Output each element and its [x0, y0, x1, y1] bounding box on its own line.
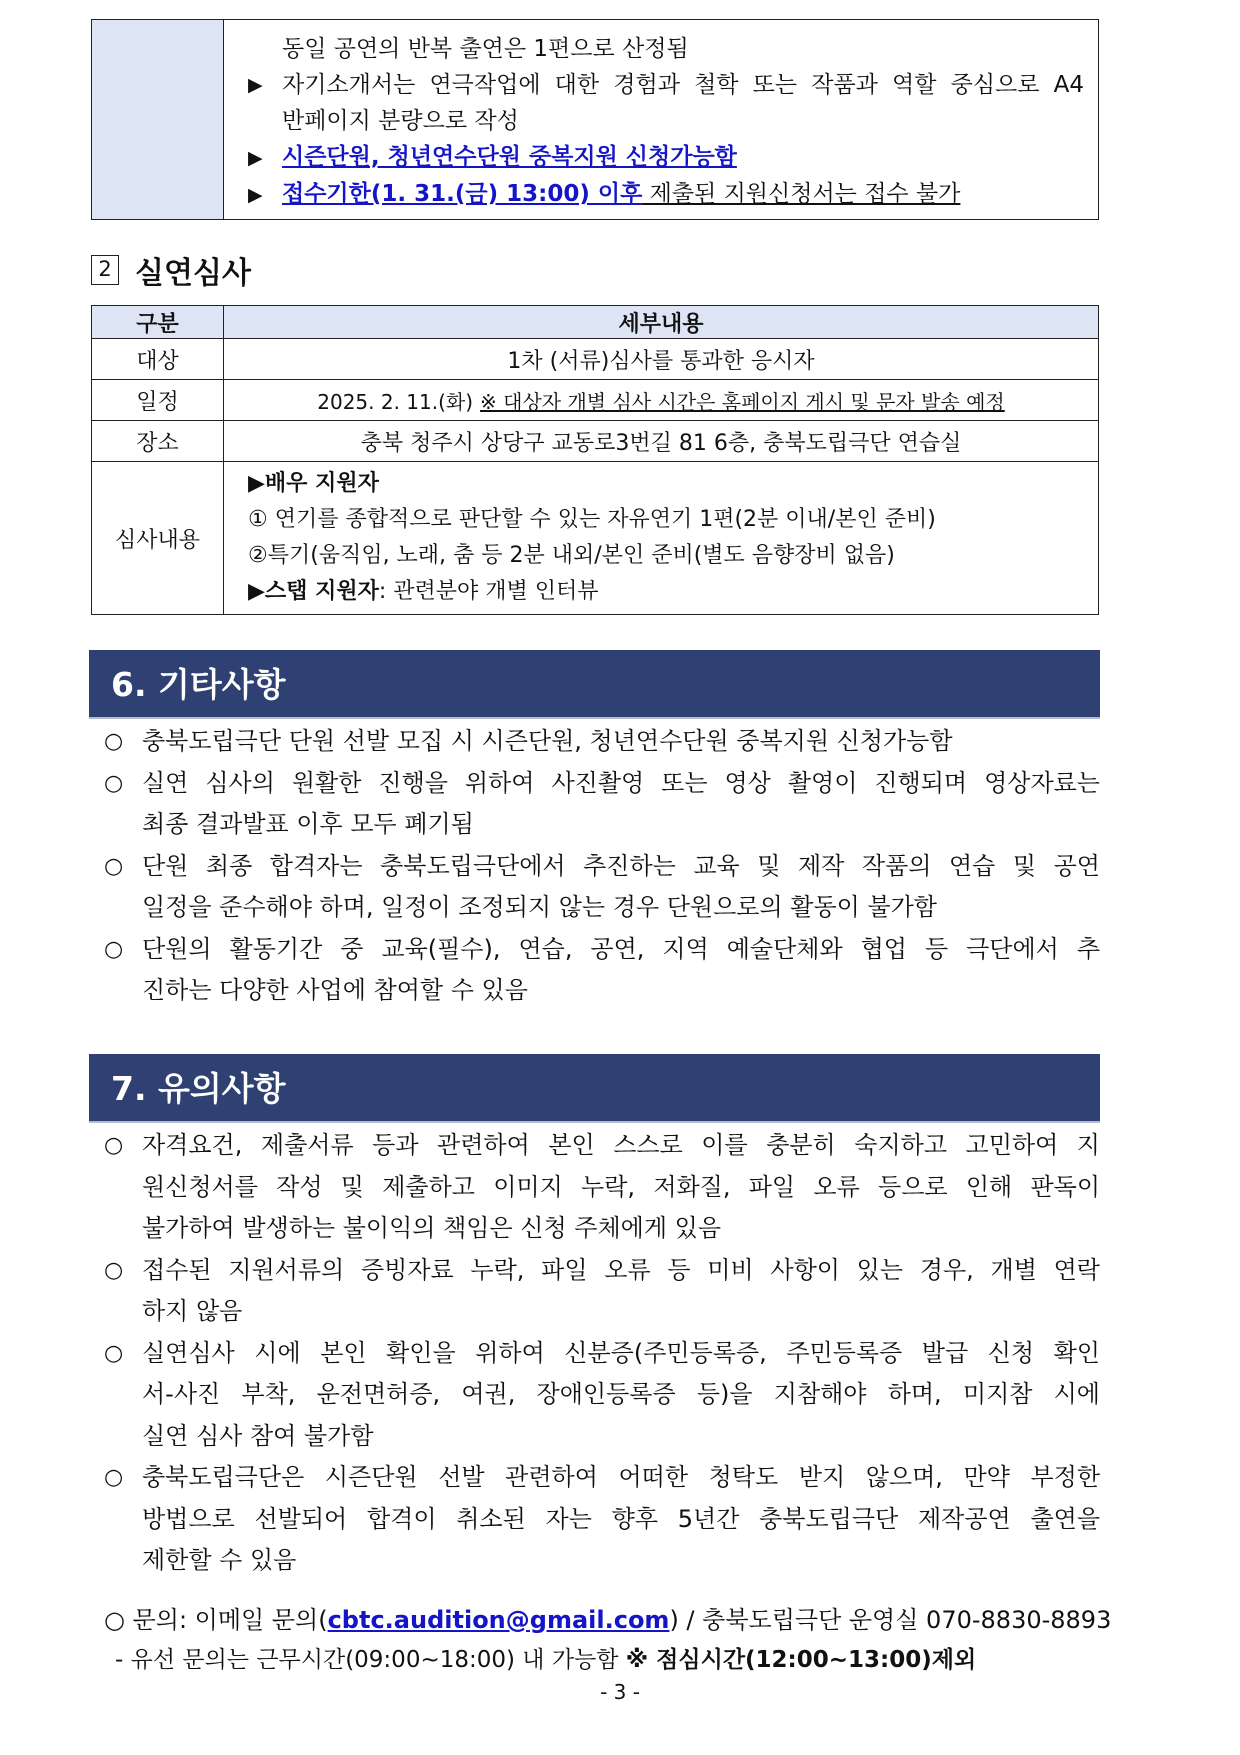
- list-item-line: 일정을 준수해야 하며, 일정이 조정되지 않는 경우 단원으로의 활동이 불가함: [142, 893, 937, 921]
- phone-inquiry-note: [115, 1641, 976, 1674]
- target-label: 대상: [92, 339, 224, 380]
- table-header-row: [92, 306, 1099, 339]
- list-item-line: 서-사진 부착, 운전면허증, 여권, 장애인등록증 등)을 지참해야 하며, 미지참 시에: [142, 1380, 1100, 1408]
- actor-item-2: ②특기(움직임, 노래, 춤 등 2분 내외/본인 준비(별도 음향장비 없음): [248, 543, 895, 568]
- circle-bullet-icon: ○: [104, 853, 124, 879]
- circle-bullet-icon: ○: [104, 1340, 124, 1366]
- circle-bullet-icon: ○: [104, 729, 124, 754]
- circle-bullet-icon: ○: [104, 1465, 124, 1490]
- circle-bullet-icon: ○: [104, 1257, 124, 1283]
- contact-suffix: ) / 충북도립극단 운영실 070-8830-8893: [669, 1606, 1112, 1634]
- list-item-line: 충북도립극단은 시즌단원 선발 관련하여 어떠한 청탁도 받지 않으며, 만약 부정한: [142, 1463, 1100, 1491]
- table-row-target: [92, 339, 1099, 380]
- table-row-content: [92, 462, 1099, 615]
- staff-rest: : 관련분야 개별 인터뷰: [378, 579, 599, 604]
- self-intro-text-cont: 반페이지 분량으로 작성: [282, 108, 519, 134]
- self-intro-text: 자기소개서는 연극작업에 대한 경험과 철학 또는 작품과 역할 중심으로 A4: [282, 72, 1084, 98]
- list-item: [104, 1457, 1100, 1582]
- target-value: 1차 (서류)심사를 통과한 응시자: [224, 339, 1099, 380]
- triangle-bullet-icon: ▶: [248, 74, 263, 96]
- list-item-line: 실연 심사의 원활한 진행을 위하여 사진촬영 또는 영상 촬영이 진행되며 영상자료는: [142, 768, 1100, 797]
- contact-email-link[interactable]: cbtc.audition@gmail.com: [327, 1606, 670, 1634]
- deadline-rest-text: 제출된 지원신청서는 접수 불가: [642, 181, 961, 207]
- actor-heading: ▶배우 지원자: [248, 471, 379, 496]
- audition-exam-table: [91, 305, 1099, 615]
- list-item-line: 자격요건, 제출서류 등과 관련하여 본인 스스로 이를 충분히 숙지하고 고민하여 지: [142, 1131, 1100, 1159]
- venue-label: 장소: [92, 421, 224, 462]
- list-item-line: 불가하여 발생하는 불이익의 책임은 신청 주체에게 있음: [142, 1214, 722, 1242]
- repeat-performance-note: 동일 공연의 반복 출연은 1편으로 산정됨: [282, 36, 689, 62]
- list-item: [104, 929, 1100, 1012]
- list-item-line: 하지 않음: [142, 1297, 243, 1325]
- header-details: 세부내용: [224, 306, 1099, 339]
- schedule-date: 2025. 2. 11.(화): [317, 389, 474, 414]
- header-category: 구분: [92, 306, 224, 339]
- section-6-list: [104, 721, 1100, 1012]
- list-item: [104, 846, 1100, 929]
- circle-bullet-icon: ○: [104, 1133, 124, 1158]
- section-7-banner: 7. 유의사항: [89, 1054, 1100, 1123]
- list-item-line: 접수된 지원서류의 증빙자료 누락, 파일 오류 등 미비 사항이 있는 경우, 개별 연락: [142, 1255, 1100, 1284]
- staff-heading: ▶스탭 지원자: [248, 579, 379, 604]
- deadline-text: 접수기한(1. 31.(금) 13:00) 이후: [282, 181, 643, 207]
- schedule-value: [224, 380, 1099, 421]
- box-side-cell: [92, 20, 224, 219]
- list-item-line: 원신청서를 작성 및 제출하고 이미지 누락, 저화질, 파일 오류 등으로 인해 판독이: [142, 1172, 1100, 1201]
- box-body: [224, 20, 1098, 219]
- triangle-bullet-icon: ▶: [248, 147, 263, 169]
- section-2-title: 실연심사: [135, 256, 251, 291]
- list-item: [104, 1125, 1100, 1250]
- page-number: - 3 -: [600, 1680, 640, 1704]
- circle-bullet-icon: ○: [104, 770, 124, 796]
- section-6-banner: 6. 기타사항: [89, 650, 1100, 719]
- duplicate-apply-line: [248, 139, 1084, 176]
- staff-line: [248, 574, 1084, 610]
- list-item-line: 최종 결과발표 이후 모두 폐기됨: [142, 810, 474, 838]
- list-item-line: 실연 심사 참여 불가함: [142, 1421, 374, 1450]
- schedule-note: ※ 대상자 개별 심사 시간은 홈페이지 게시 및 문자 발송 예정: [480, 389, 1005, 414]
- table-row-schedule: [92, 380, 1099, 421]
- self-intro-line: [248, 67, 1084, 103]
- contact-line: [104, 1600, 1111, 1635]
- duplicate-apply-text: 시즌단원, 청년연수단원 중복지원 신청가능함: [282, 144, 737, 170]
- venue-value: 충북 청주시 상당구 교동로3번길 81 6층, 충북도립극단 연습실: [224, 421, 1099, 462]
- table-row-venue: [92, 421, 1099, 462]
- list-item: [104, 1333, 1100, 1458]
- actor-item-1: ① 연기를 종합적으로 판단할 수 있는 자유연기 1편(2분 이내/본인 준비): [248, 507, 936, 532]
- content-value: [224, 462, 1099, 615]
- list-item-line: 방법으로 선발되어 합격이 취소된 자는 향후 5년간 충북도립극단 제작공연 출연을: [142, 1504, 1100, 1533]
- content-label: 심사내용: [92, 462, 224, 615]
- list-item-line: 충북도립극단 단원 선발 모집 시 시즌단원, 청년연수단원 중복지원 신청가능함: [142, 727, 953, 755]
- list-item-line: 진하는 다양한 사업에 참여할 수 있음: [142, 976, 528, 1004]
- list-item-line: 실연심사 시에 본인 확인을 위하여 신분증(주민등록증, 주민등록증 발급 신청 확인: [142, 1338, 1100, 1367]
- list-item-line: 단원의 활동기간 중 교육(필수), 연습, 공연, 지역 예술단체와 협업 등 극단에서 추: [142, 934, 1100, 963]
- list-item: [104, 1250, 1100, 1333]
- contact-prefix: ○ 문의: 이메일 문의(: [104, 1606, 328, 1634]
- list-item-line: 제한할 수 있음: [142, 1546, 297, 1574]
- list-item: [104, 721, 1100, 763]
- list-item-line: 단원 최종 합격자는 충북도립극단에서 추진하는 교육 및 제작 작품의 연습 및 공연: [142, 851, 1100, 880]
- circle-bullet-icon: ○: [104, 936, 124, 962]
- schedule-label: 일정: [92, 380, 224, 421]
- section-7-list: [104, 1125, 1100, 1582]
- triangle-bullet-icon: ▶: [248, 184, 263, 206]
- deadline-line: [248, 176, 1084, 213]
- requirements-continuation-box: [91, 19, 1099, 220]
- note-prefix: - 유선 문의는 근무시간(09:00~18:00) 내 가능함: [115, 1647, 619, 1673]
- section-number-box: 2: [91, 255, 119, 285]
- section-2-heading: [91, 248, 251, 292]
- note-lunch: ※ 점심시간(12:00~13:00)제외: [625, 1647, 977, 1673]
- list-item: [104, 763, 1100, 846]
